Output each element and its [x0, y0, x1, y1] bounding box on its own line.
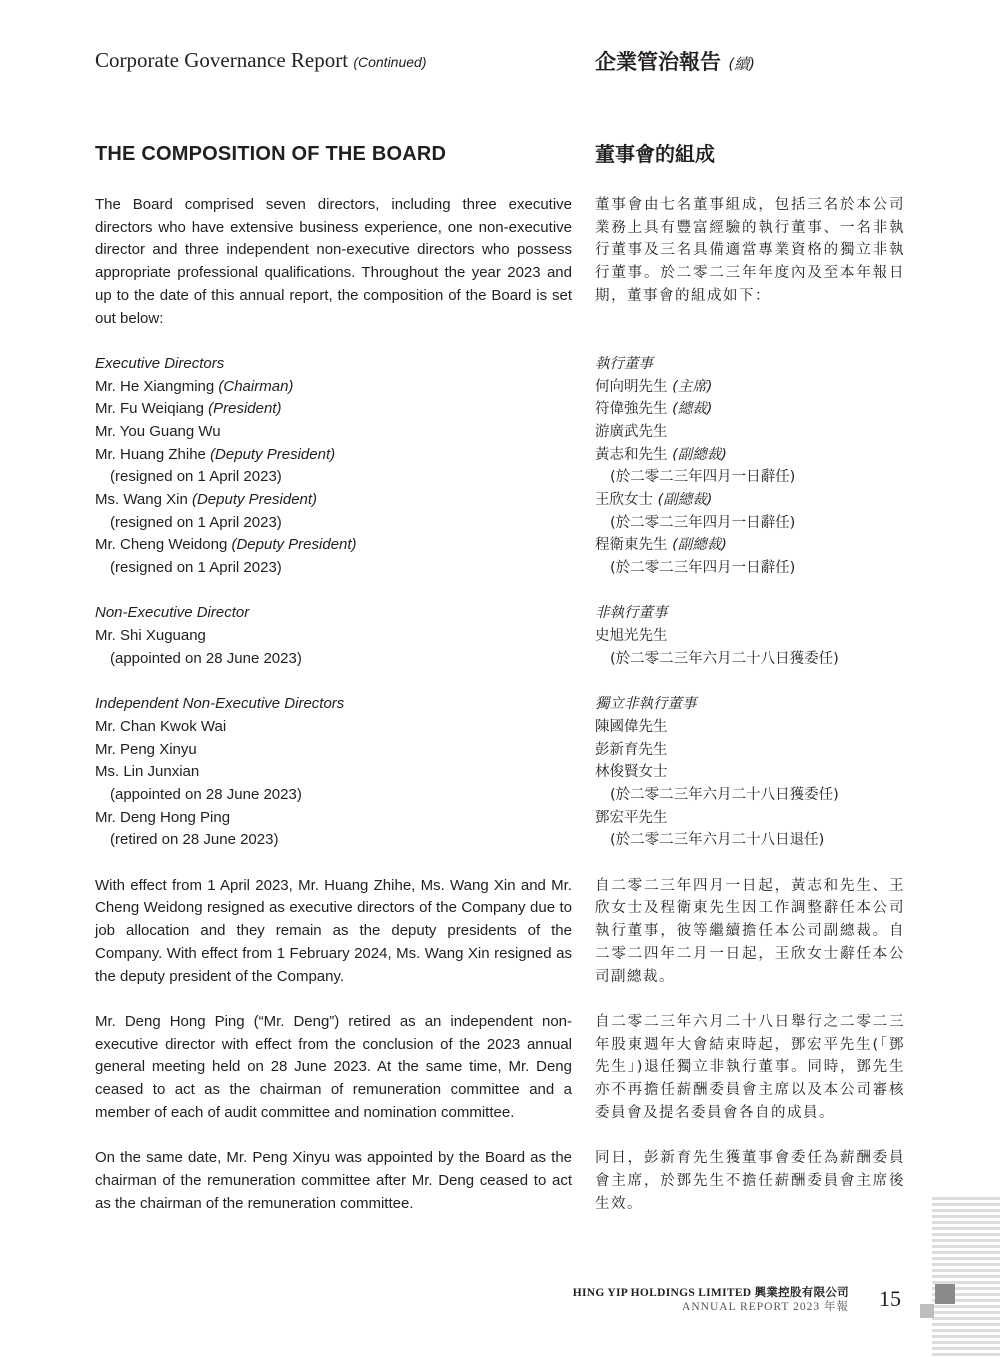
independent-directors-en	[95, 693, 572, 852]
director-deng-note-zh: (於二零二三年六月二十八日退任)	[610, 832, 825, 849]
english-column	[95, 140, 572, 1215]
director-deng-en: Mr. Deng Hong Ping	[95, 808, 231, 826]
exec-title-zh: 執行董事	[595, 355, 653, 372]
section-heading-en: THE COMPOSITION OF THE BOARD	[95, 143, 447, 165]
director-fu-en: Mr. Fu Weiqiang (President)	[95, 400, 282, 418]
report-title-zh	[595, 46, 755, 76]
non-executive-director-en	[95, 602, 572, 670]
paragraph-resignation-zh: 自二零二三年四月一日起，黃志和先生、王欣女士及程衛東先生因工作調整辭任本公司執行董事，彼等繼續擔任本公司副總裁。自二零二四年二月一日起，王欣女士辭任本公司副總裁。	[595, 877, 905, 985]
title-zh: 企業管治報告	[595, 50, 721, 74]
intro-paragraph-zh: 董事會由七名董事組成，包括三名於本公司業務上具有豐富經驗的執行董事、一名非執行董事及三名具備適當專業資格的獨立非執行董事。於二零二三年年度內及至本年報日期，董事會的組成如下：	[595, 197, 905, 304]
director-chan-zh: 陳國偉先生	[595, 718, 668, 735]
director-lin-note-zh: (於二零二三年六月二十八日獲委任)	[610, 786, 839, 803]
director-wang-zh: 王欣女士 (副總裁)	[595, 492, 713, 509]
director-huang-en: Mr. Huang Zhihe (Deputy President)	[95, 445, 336, 463]
director-deng-zh: 鄧宏平先生	[595, 809, 668, 826]
director-peng-zh: 彭新育先生	[595, 741, 668, 758]
continued-en: (Continued)	[353, 54, 427, 70]
chinese-column	[595, 140, 905, 1215]
independent-directors-zh	[595, 693, 905, 852]
ined-title-zh: 獨立非執行董事	[595, 696, 697, 713]
director-he-en: Mr. He Xiangming (Chairman)	[95, 377, 294, 395]
director-wang-en: Ms. Wang Xin (Deputy President)	[95, 491, 318, 509]
page-number: 15	[879, 1286, 901, 1311]
director-cheng-en: Mr. Cheng Weidong (Deputy President)	[95, 536, 357, 554]
title-en: Corporate Governance Report	[95, 48, 349, 72]
director-peng-en: Mr. Peng Xinyu	[95, 740, 197, 758]
section-heading-zh: 董事會的組成	[595, 142, 715, 166]
director-shi-en: Mr. Shi Xuguang	[95, 627, 206, 645]
decorative-square-light	[920, 1304, 934, 1318]
director-cheng-note-zh: (於二零二三年四月一日辭任)	[610, 560, 796, 577]
footer-company-name: HING YIP HOLDINGS LIMITED 興業控股有限公司	[572, 1287, 849, 1299]
nonexec-title-en: Non-Executive Director	[95, 604, 250, 622]
director-lin-note-en: (appointed on 28 June 2023)	[110, 785, 302, 803]
director-shi-note-zh: (於二零二三年六月二十八日獲委任)	[610, 650, 839, 667]
director-huang-zh: 黃志和先生 (副總裁)	[595, 446, 727, 463]
non-executive-director-zh	[595, 602, 905, 670]
director-chan-en: Mr. Chan Kwok Wai	[95, 717, 227, 735]
intro-paragraph-en: The Board comprised seven directors, including three executive directors who have extensive business experience, one non-executive director and three independent non-executive directors who possess appropriate professional qualifications. Throughout the year 2023 and up to the date of this annual report, the composition of the Board is set out below:	[95, 196, 572, 327]
director-huang-note-zh: (於二零二三年四月一日辭任)	[610, 469, 796, 486]
continued-zh: (續)	[728, 55, 756, 73]
director-you-zh: 游廣武先生	[595, 423, 668, 440]
ined-title-en: Independent Non-Executive Directors	[95, 695, 345, 713]
director-lin-en: Ms. Lin Junxian	[95, 763, 200, 781]
director-you-en: Mr. You Guang Wu	[95, 422, 221, 440]
report-title-en	[95, 48, 426, 73]
executive-directors-zh	[595, 353, 905, 580]
director-wang-note-en: (resigned on 1 April 2023)	[110, 513, 282, 531]
director-huang-note-en: (resigned on 1 April 2023)	[110, 468, 282, 486]
executive-directors-en	[95, 353, 572, 580]
footer-company	[573, 1286, 849, 1314]
nonexec-title-zh: 非執行董事	[595, 605, 668, 622]
director-shi-note-en: (appointed on 28 June 2023)	[110, 649, 302, 667]
director-cheng-zh: 程衛東先生 (副總裁)	[595, 537, 727, 554]
director-wang-note-zh: (於二零二三年四月一日辭任)	[610, 514, 796, 531]
director-deng-note-en: (retired on 28 June 2023)	[110, 831, 279, 849]
paragraph-appointment-en: On the same date, Mr. Peng Xinyu was appointed by the Board as the chairman of the remuneration committee after Mr. Deng ceased to act as the chairman of the remuneration committee.	[95, 1149, 572, 1212]
paragraph-resignation-en: With effect from 1 April 2023, Mr. Huang Zhihe, Ms. Wang Xin and Mr. Cheng Weidong resigned as executive directors of the Company due to job allocation and they remain as the deputy presidents of the Company. With effect from 1 February 2024, Ms. Wang Xin resigned as the deputy president of the Company.	[95, 876, 572, 985]
paragraph-retirement-en: Mr. Deng Hong Ping (“Mr. Deng”) retired as an independent non-executive director with effect from the conclusion of the 2023 annual general meeting held on 28 June 2023. At the same time, Mr. Deng ceased to act as the chairman of remuneration committee and a member of each of audit committee and nomination committee.	[95, 1012, 572, 1121]
exec-title-en: Executive Directors	[95, 354, 225, 372]
director-shi-zh: 史旭光先生	[595, 628, 668, 645]
director-cheng-note-en: (resigned on 1 April 2023)	[110, 559, 282, 577]
decorative-stripes	[932, 1197, 1000, 1357]
footer-report-label: ANNUAL REPORT 2023 年報	[682, 1301, 849, 1313]
paragraph-retirement-zh: 自二零二三年六月二十八日舉行之二零二三年股東週年大會結束時起，鄧宏平先生(「鄧先生」)退任獨立非執行董事。同時，鄧先生亦不再擔任薪酬委員會主席以及本公司審核委員會及提名委員會各自的成員。	[595, 1013, 905, 1121]
director-lin-zh: 林俊賢女士	[595, 764, 668, 781]
director-fu-zh: 符偉強先生 (總裁)	[595, 401, 713, 418]
paragraph-appointment-zh: 同日，彭新育先生獲董事會委任為薪酬委員會主席，於鄧先生不擔任薪酬委員會主席後生效。	[595, 1150, 905, 1212]
decorative-square-dark	[935, 1284, 955, 1304]
director-he-zh: 何向明先生 (主席)	[595, 378, 713, 395]
